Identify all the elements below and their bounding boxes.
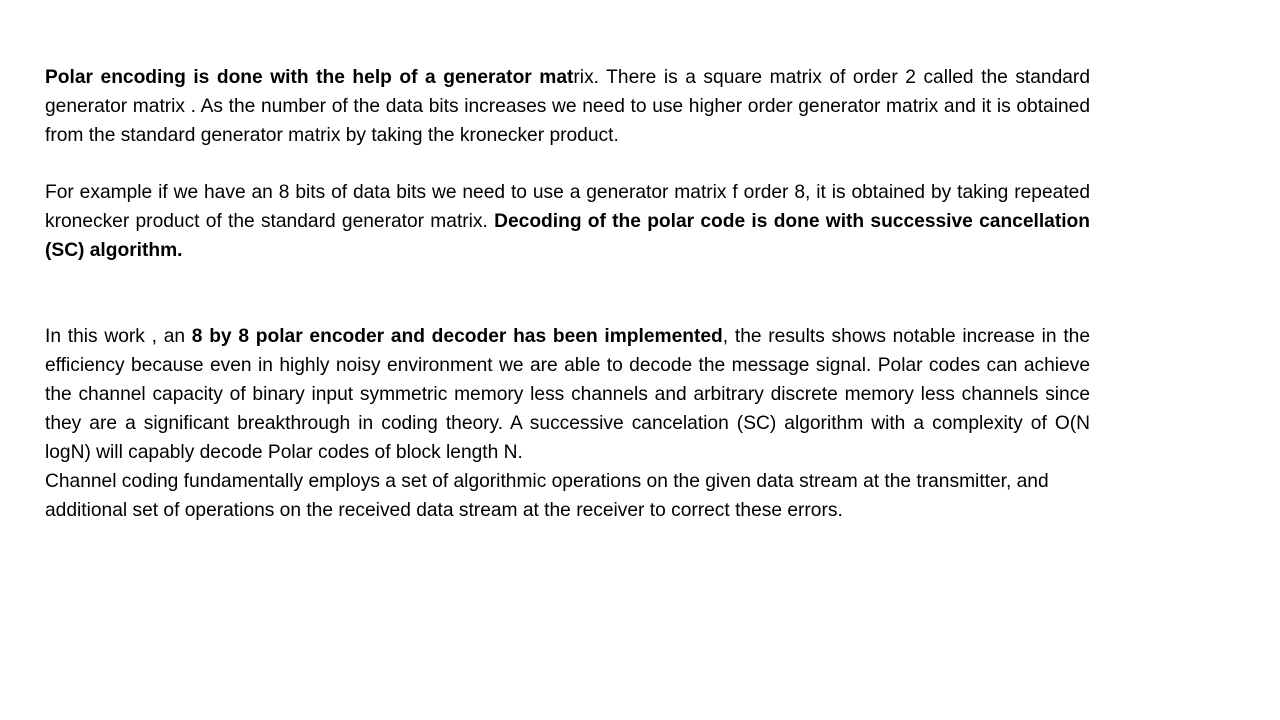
paragraph-text: For example if we have an 8 bits of data bits we need to use a generator matrix f order 8, it is obtained by taking repeated kronecker product of the standard generator matrix. <box>45 182 1090 232</box>
paragraph-channel-coding: Channel coding fundamentally employs a set of algorithmic operations on the given data stream at the transmitter, and additional set of operations on the received data stream at the receiver to correct these errors. <box>45 471 1049 521</box>
slide-body <box>45 63 1090 525</box>
paragraph-this-work <box>45 322 1090 467</box>
paragraph-text: , the results shows notable increase in the efficiency because even in highly noisy environment we are able to decode the message signal. Polar codes can achieve the channel capacity of binary input symmetric memory less channels and arbitrary discrete memory less channels since they are a significant breakthrough in coding theory. A successive cancelation (SC) algorithm with a complexity of O(N logN) will capably decode Polar codes of block length N. <box>45 326 1091 463</box>
paragraph-text: rix. There is a square matrix of order 2 called the standard generator matrix . As the number of the data bits increases we need to use higher order generator matrix and it is obtained from the standard generator matrix by taking the kronecker product. <box>45 67 1090 146</box>
paragraph-example <box>45 178 1090 265</box>
paragraph-text: In this work , an <box>45 326 192 347</box>
bold-phrase: Polar encoding is done with the help of a generator mat <box>45 67 574 88</box>
bold-phrase: Decoding of the polar code is done with successive cancellation (SC) algorithm. <box>45 211 1090 261</box>
paragraph-spacer <box>45 265 1090 322</box>
paragraph-polar-encoding <box>45 63 1090 150</box>
bold-phrase: 8 by 8 polar encoder and decoder has been implemented <box>191 326 723 347</box>
paragraph-spacer <box>45 150 1090 178</box>
